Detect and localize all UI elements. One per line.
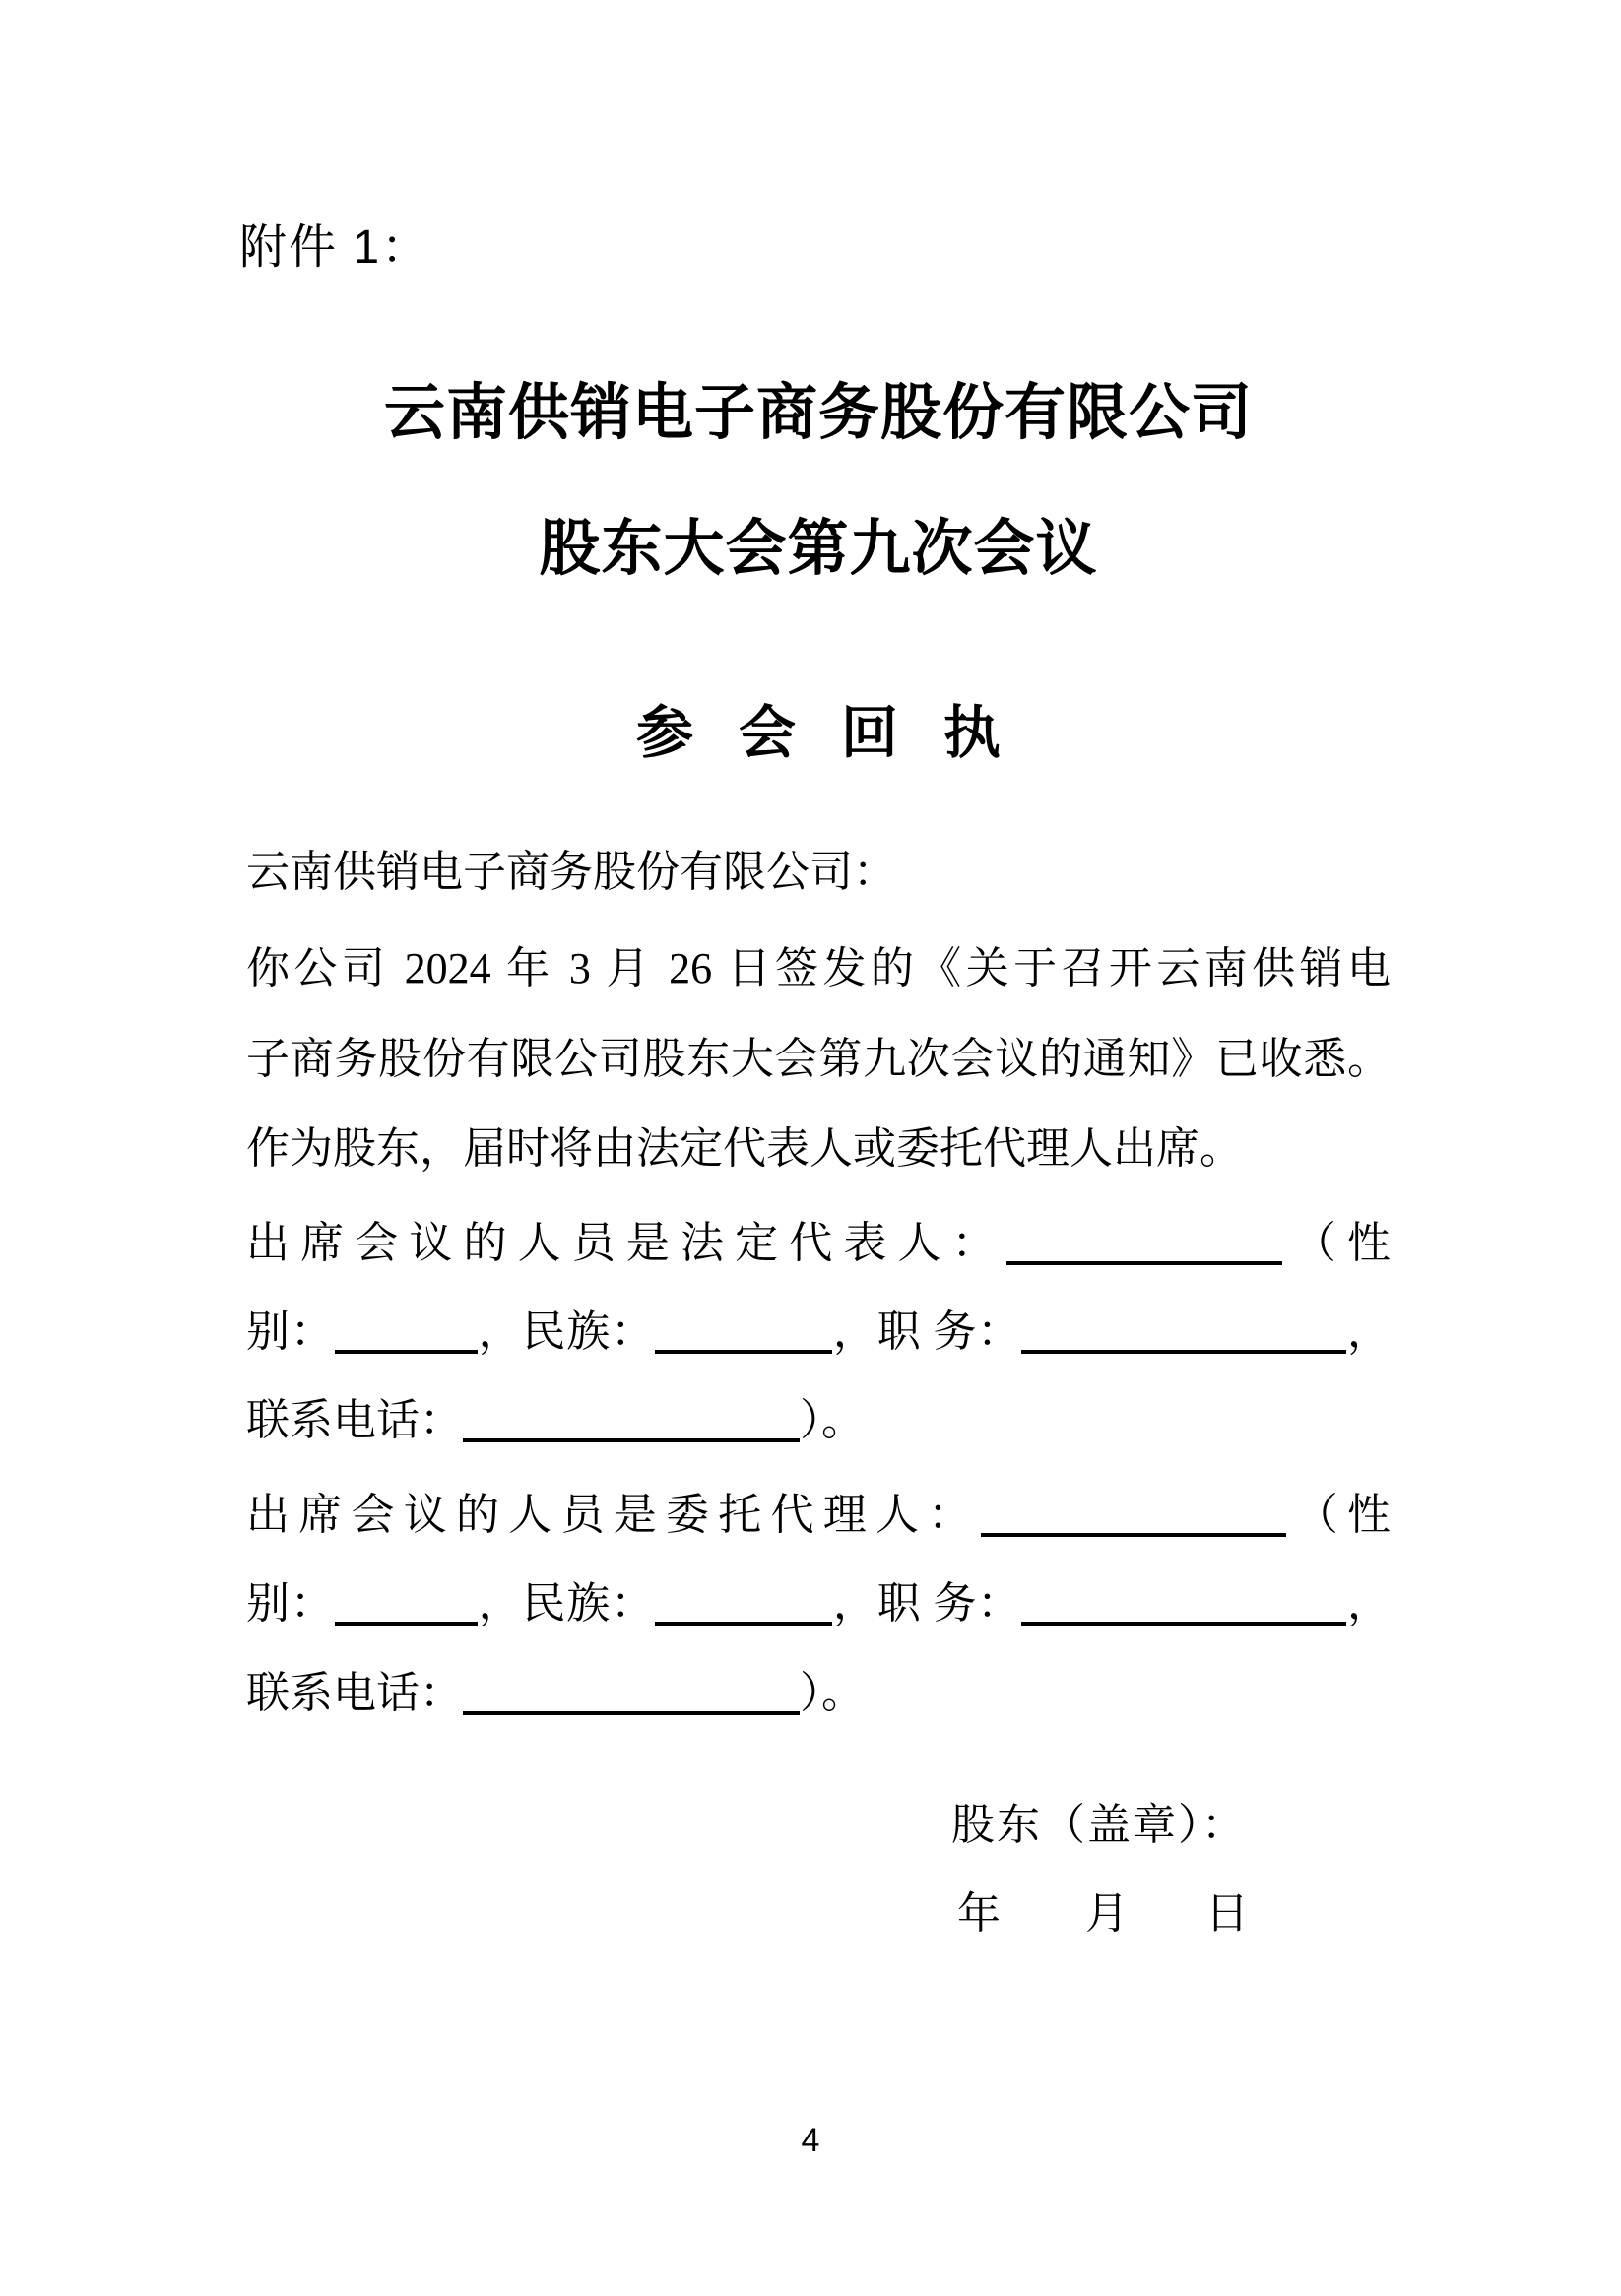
legal-rep-ethnic-label: ，民族：: [477, 1307, 656, 1356]
year-label: 年: [957, 1889, 1001, 1938]
proxy-phone-label: 联系电话：: [246, 1669, 463, 1717]
proxy-line-1-suffix: （性: [1285, 1491, 1391, 1539]
paragraph-line-2: 子商务股份有限公司股东大会第九次会议的通知》已收悉。: [246, 1035, 1391, 1083]
proxy-trailing-comma: ，: [1346, 1579, 1392, 1627]
legal-rep-close-paren: ）。: [800, 1396, 865, 1444]
legal-rep-line-1: [246, 1216, 1391, 1271]
proxy-ethnic-label: ，民族：: [477, 1579, 656, 1627]
legal-rep-trailing-comma: ，: [1346, 1307, 1392, 1356]
proxy-gender-blank: [335, 1578, 478, 1626]
proxy-gender-label: 别：: [246, 1579, 335, 1627]
legal-rep-gender-label: 别：: [246, 1307, 335, 1356]
legal-rep-line-1-suffix: （性: [1281, 1219, 1391, 1267]
legal-rep-gender-blank: [335, 1307, 478, 1354]
legal-rep-position-blank: [1021, 1307, 1346, 1354]
document-title-line1: 云南供销电子商务股份有限公司: [383, 380, 1253, 447]
legal-rep-line-3: [246, 1393, 1391, 1448]
proxy-ethnic-blank: [655, 1578, 832, 1626]
shareholder-stamp-label: 股东（盖章）：: [951, 1801, 1247, 1849]
legal-rep-ethnic-blank: [655, 1307, 832, 1354]
legal-rep-phone-label: 联系电话：: [246, 1396, 463, 1444]
page-number: 4: [801, 2122, 820, 2159]
paragraph-line-3: 作为股东，届时将由法定代表人或委托代理人出席。: [246, 1124, 1243, 1173]
proxy-close-paren: ）。: [800, 1669, 865, 1717]
document-subtitle: 参会回执: [635, 701, 1046, 765]
paragraph-line-1: 你公司 2024 年 3 月 26 日签发的《关于召开云南供销电: [246, 944, 1391, 992]
legal-rep-phone-blank: [463, 1395, 800, 1442]
proxy-line-1-prefix: 出席会议的人员是委托代理人：: [246, 1491, 981, 1539]
date-line: [957, 1886, 1249, 1942]
month-label: 月: [1085, 1889, 1129, 1938]
legal-rep-name-blank: [1006, 1218, 1282, 1265]
proxy-line-3: [246, 1666, 1391, 1721]
legal-rep-line-1-prefix: 出席会议的人员是法定代表人：: [246, 1219, 1006, 1267]
attachment-label: 附件 1：: [239, 222, 431, 274]
proxy-line-2: [246, 1576, 1391, 1631]
proxy-name-blank: [981, 1490, 1286, 1537]
proxy-line-1: [246, 1488, 1391, 1543]
legal-rep-line-2: [246, 1305, 1391, 1360]
proxy-phone-blank: [463, 1668, 800, 1715]
salutation: 云南供销电子商务股份有限公司：: [246, 848, 896, 896]
day-label: 日: [1205, 1889, 1249, 1938]
legal-rep-position-label: ，职 务：: [832, 1307, 1022, 1356]
proxy-position-label: ，职 务：: [832, 1579, 1022, 1627]
proxy-position-blank: [1021, 1578, 1346, 1626]
document-title-line2: 股东大会第九次会议: [539, 516, 1098, 583]
